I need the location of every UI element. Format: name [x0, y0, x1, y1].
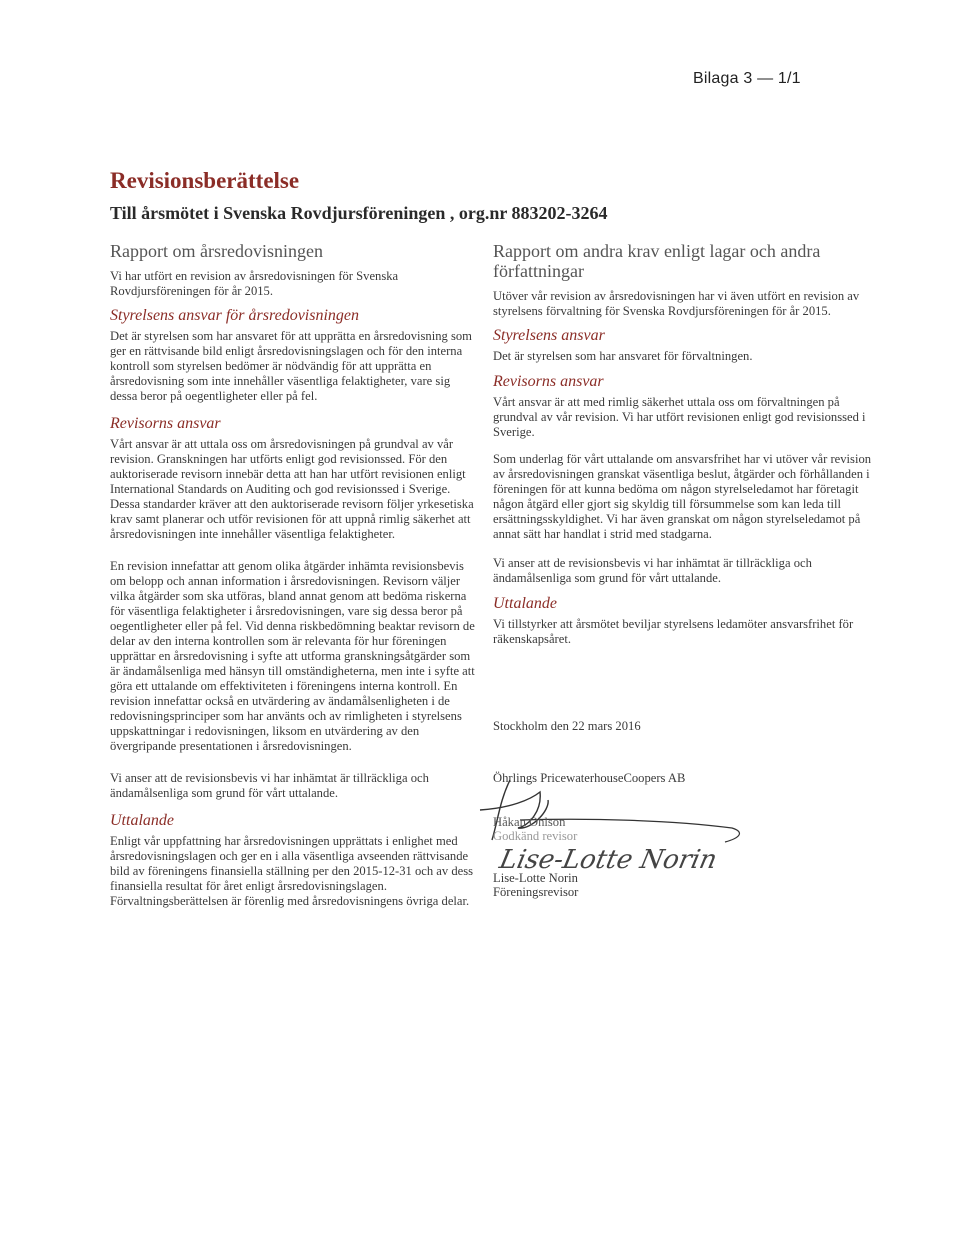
- right-auditor-text-2: Som underlag för vårt uttalande om ansvarsfrihet har vi utöver vår revision av årsredovisningen granskat väsentliga beslut, åtgärder och förhållanden i föreningen för att kunna bedöma om någon styrelseledamot har företagit någon åtgärd eller gjort sig skyldig till försummelse som kan leda till ersättningsskyldighet. Vi har även granskat om någon styrelseledamot på annat sätt har handlat i strid med stadgarna.: [493, 452, 872, 541]
- right-statement-text: Vi tillstyrker att årsmötet beviljar styrelsens ledamöter ansvarsfrihet för räkenskapsåret.: [493, 617, 854, 646]
- document-title: Revisionsberättelse: [110, 168, 300, 193]
- left-board-text: Det är styrelsen som har ansvaret för att upprätta en årsredovisning som ger en rättvisande bild enligt årsredovisningslagen och för den interna kontroll som styrelsen bedömer är nödvändig för att upprätta en årsredovisning som inte innehåller väsentliga felaktigheter, vare sig dessa beror på oegentligheter eller på fel.: [110, 329, 472, 403]
- right-board-text: Det är styrelsen som har ansvaret för förvaltningen.: [493, 349, 753, 363]
- left-heading: Rapport om årsredovisningen: [110, 241, 323, 261]
- right-column: [493, 241, 873, 659]
- page-label: Bilaga 3 — 1/1: [693, 70, 801, 87]
- left-board-heading: Styrelsens ansvar för årsredovisningen: [110, 307, 360, 324]
- left-auditor-text-1: Vårt ansvar är att uttala oss om årsredovisningen på grundval av vår revision. Granskningen har utförts enligt god revisionssed. För den auktoriserade revisorn innebär detta att han har utfört revisionen enligt International Standards on Auditing och god revisionssed i Sverige. Dessa standarder kräver att den auktoriserade revisorn följer yrkesetiska krav samt planerar och utför revisionen för att uppnå rimlig säkerhet att årsredovisningen inte innehåller väsentliga felaktigheter.: [110, 437, 474, 541]
- right-statement-heading: Uttalande: [493, 595, 557, 612]
- right-intro: Utöver vår revision av årsredovisningen har vi även utfört en revision av styrelsens förvaltning för Svenska Rovdjursföreningen för år 2015.: [493, 289, 860, 318]
- left-auditor-text-3: Vi anser att de revisionsbevis vi har inhämtat är tillräckliga och ändamålsenliga som grund för vårt uttalande.: [110, 771, 429, 800]
- lay-auditor-title: Föreningsrevisor: [493, 885, 579, 899]
- right-auditor-heading: Revisorns ansvar: [493, 373, 604, 390]
- lay-auditor-signature: Lise-Lotte Norin: [496, 845, 720, 875]
- left-column: [110, 241, 478, 921]
- left-statement-text: Enligt vår uppfattning har årsredovisningen upprättats i enlighet med årsredovisningslagen och ger en i alla väsentliga avseenden rättvisande bild av föreningens finansiella ställning per den 2015-12-31 och av dess finansiella resultat för året enligt årsredovisningslagen. Förvaltningsberättelsen är förenlig med årsredovisningens övriga delar.: [110, 834, 474, 908]
- place-date: Stockholm den 22 mars 2016: [493, 719, 641, 733]
- document-subtitle: Till årsmötet i Svenska Rovdjursföreningen , org.nr 883202-3264: [110, 203, 608, 223]
- left-auditor-heading: Revisorns ansvar: [110, 415, 221, 432]
- right-auditor-text-1: Vårt ansvar är att med rimlig säkerhet uttala oss om förvaltningen på grundval av vår revision. Vi har utfört revisionen enligt god revisionssed i Sverige.: [493, 395, 866, 439]
- right-board-heading: Styrelsens ansvar: [493, 327, 605, 344]
- lay-auditor-name: Lise-Lotte Norin: [493, 871, 578, 885]
- right-auditor-text-3: Vi anser att de revisionsbevis vi har inhämtat är tillräckliga och ändamålsenliga som grund för vårt uttalande.: [493, 556, 812, 585]
- auditor-title: Godkänd revisor: [493, 829, 578, 843]
- auditor-name: Håkan Ohlson: [493, 815, 566, 829]
- left-auditor-text-2: En revision innefattar att genom olika åtgärder inhämta revisionsbevis om belopp och annan information i årsredovisningen. Revisorn väljer vilka åtgärder som ska utföras, bland annat genom att bedöma riskerna för väsentliga felaktigheter i årsredovisningen, vare sig dessa beror på oegentligheter eller på fel. Vid denna riskbedömning beaktar revisorn de delar av den interna kontrollen som är relevanta för hur föreningen upprättar en årsredovisning i syfte att utforma granskningsåtgärder som är ändamålsenliga med hänsyn till omständigheterna, men inte i syfte att göra ett uttalande om effektiviteten i föreningens interna kontroll. En revision innefattar också en utvärdering av ändamålsenligheten i de redovisningsprinciper som har använts och av rimligheten i styrelsens uppskattningar i redovisningen, liksom en utvärdering av den övergripande presentationen i årsredovisningen.: [110, 559, 475, 753]
- audit-firm: Öhrlings PricewaterhouseCoopers AB: [493, 771, 686, 785]
- left-intro: Vi har utfört en revision av årsredovisningen för Svenska Rovdjursföreningen för år 2015.: [110, 269, 399, 298]
- right-heading: Rapport om andra krav enligt lagar och andra författningar: [493, 241, 821, 281]
- left-statement-heading: Uttalande: [110, 812, 174, 829]
